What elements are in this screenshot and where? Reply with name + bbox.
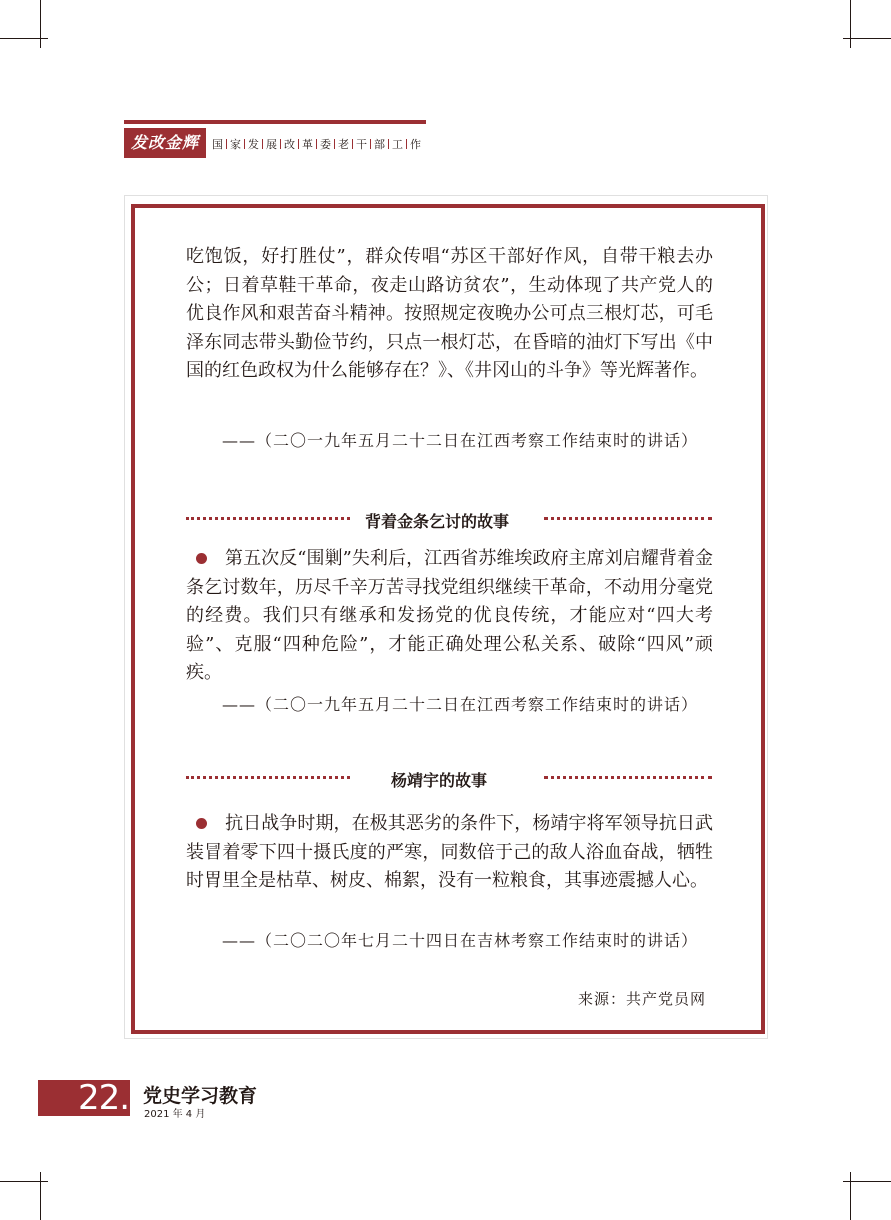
intro-paragraph: 吃饱饭，好打胜仗”，群众传唱“苏区干部好作风，自带干粮去办公；日着草鞋干革命，夜走山路访贫农”，生动体现了共产党人的优良作风和艰苦奋斗精神。按照规定夜晚办公可点三根灯芯，可毛泽东同志带头勤俭节约，只点一根灯芯，在昏暗的油灯下写出《中国的红色政权为什么能够存在？》、《井冈山的斗争》等光辉著作。	[186, 246, 713, 381]
org-char: 革	[302, 138, 313, 151]
org-char: 改	[284, 138, 295, 151]
section-divider-right	[544, 776, 712, 779]
section-attribution	[186, 926, 713, 956]
section-divider-left	[186, 776, 350, 779]
header-rule	[124, 120, 426, 124]
source-credit: 来源：共产党员网	[577, 990, 706, 1008]
org-separator	[244, 139, 245, 149]
org-separator	[370, 139, 371, 149]
intro-attribution	[186, 426, 713, 456]
org-separator	[334, 139, 335, 149]
org-separator	[226, 139, 227, 149]
bullet-icon	[196, 818, 207, 829]
intro-attribution-text: ——（二〇一九年五月二十二日在江西考察工作结束时的讲话）	[222, 431, 699, 450]
organization-name	[212, 136, 421, 152]
section-title: 杨靖宇的故事	[391, 771, 488, 790]
org-separator	[388, 139, 389, 149]
org-separator	[406, 139, 407, 149]
magazine-title: 党史学习教育	[143, 1085, 258, 1107]
org-char: 部	[374, 138, 385, 151]
bullet-icon	[196, 553, 207, 564]
section-paragraph-text: 第五次反“围剿”失利后，江西省苏维埃政府主席刘启耀背着金条乞讨数年，历尽千辛万苦寻找党组织继续干革命，不动用分毫党的经费。我们只有继承和发扬党的优良传统，才能应对“四大考验”、克服“四种危险”，才能正确处理公私关系、破除“四风”顽疾。	[186, 548, 713, 683]
org-char: 委	[320, 138, 331, 151]
section-attribution-text: ——（二〇二〇年七月二十四日在吉林考察工作结束时的讲话）	[222, 931, 699, 950]
org-separator	[298, 139, 299, 149]
org-separator	[262, 139, 263, 149]
section-divider-right	[544, 517, 712, 520]
section-attribution-text: ——（二〇一九年五月二十二日在江西考察工作结束时的讲话）	[222, 695, 699, 714]
org-char: 发	[248, 138, 259, 151]
org-char: 国	[212, 138, 223, 151]
org-char: 家	[230, 138, 241, 151]
section-paragraph	[186, 545, 713, 688]
org-char: 干	[356, 138, 367, 151]
issue-date: 2021 年 4 月	[144, 1109, 206, 1120]
section-divider-left	[186, 517, 350, 520]
org-separator	[280, 139, 281, 149]
brand-logo: 发改金辉	[124, 128, 206, 158]
section-paragraph	[186, 810, 713, 896]
org-char: 作	[410, 138, 421, 151]
section-title: 背着金条乞讨的故事	[365, 512, 510, 531]
section-attribution	[186, 690, 713, 720]
org-separator	[316, 139, 317, 149]
org-char: 老	[338, 138, 349, 151]
page-number: 22.	[78, 1078, 130, 1118]
org-char: 工	[392, 138, 403, 151]
section-paragraph-text: 抗日战争时期，在极其恶劣的条件下，杨靖宇将军领导抗日武装冒着零下四十摄氏度的严寒，同数倍于己的敌人浴血奋战，牺牲时胃里全是枯草、树皮、棉絮，没有一粒粮食，其事迹震撼人心。	[186, 813, 713, 891]
org-separator	[352, 139, 353, 149]
org-char: 展	[266, 138, 277, 151]
